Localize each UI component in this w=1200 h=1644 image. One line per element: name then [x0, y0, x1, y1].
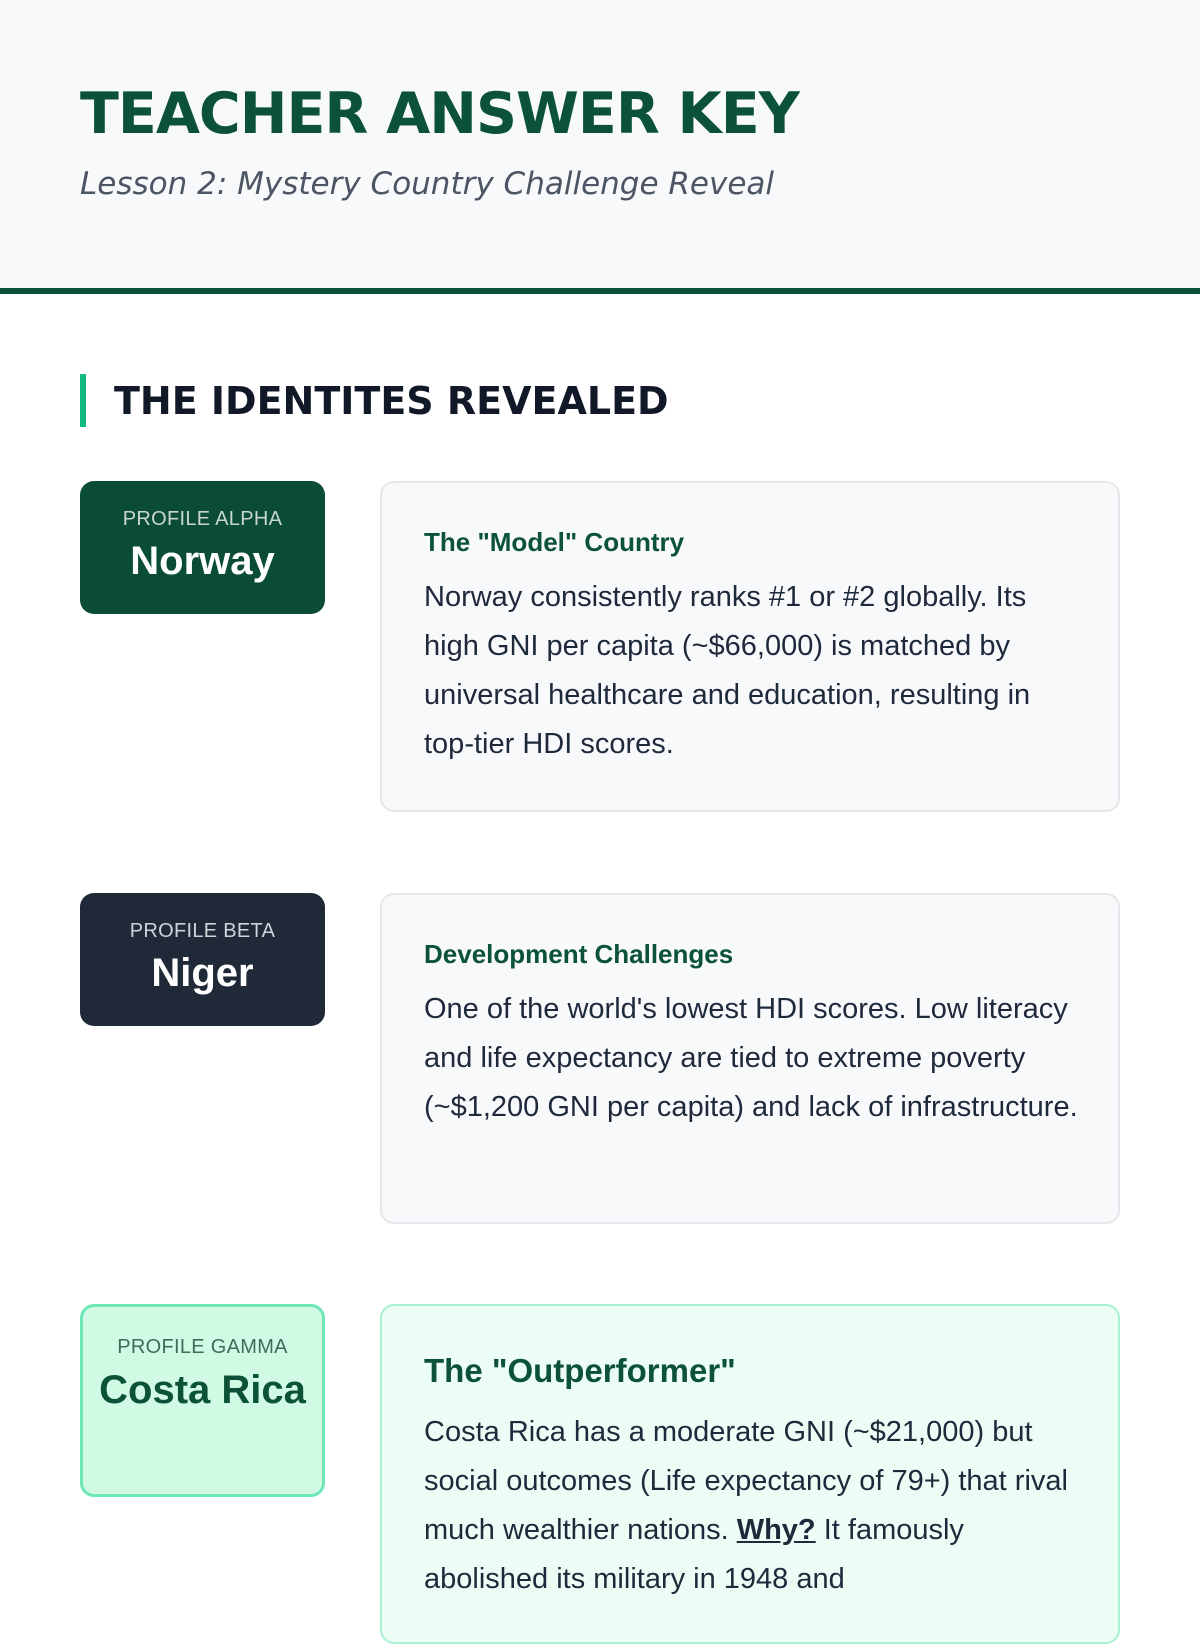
page-title: TEACHER ANSWER KEY: [80, 81, 799, 147]
card-text-part: Costa Rica has a moderate GNI (~$21,000) but social outcomes (Life expectancy of 79+) that rival much wealthier nations.: [424, 1416, 1068, 1546]
card-text-emphasis: Why?: [736, 1514, 816, 1546]
profile-label: PROFILE ALPHA: [122, 508, 283, 530]
card-title: Development Challenges: [424, 939, 734, 969]
country-name: Niger: [151, 951, 254, 995]
profile-badge: [80, 481, 325, 614]
profile-badge: [80, 893, 325, 1026]
page-header: [0, 0, 1200, 294]
profile-card: [380, 893, 1120, 1224]
profile-card: [380, 1304, 1120, 1644]
section-heading: [80, 374, 669, 427]
card-title: The "Outperformer": [424, 1352, 736, 1389]
profile-card: [380, 481, 1120, 812]
page-subtitle: Lesson 2: Mystery Country Challenge Reveal: [80, 166, 775, 202]
profile-label: PROFILE GAMMA: [117, 1336, 288, 1358]
card-title: The "Model" Country: [424, 527, 685, 557]
country-name: Costa Rica: [99, 1368, 306, 1412]
country-name: Norway: [130, 539, 275, 583]
profile-label: PROFILE BETA: [129, 920, 276, 942]
card-text: Norway consistently ranks #1 or #2 globally. Its high GNI per capita (~$66,000) is matched by universal healthcare and education, resulting in top-tier HDI scores.: [424, 581, 1031, 760]
profile-badge: [80, 1304, 325, 1497]
card-text: [424, 1408, 1078, 1604]
card-text-part: It famously abolished its military in 1948 and: [424, 1514, 964, 1595]
card-text: One of the world's lowest HDI scores. Low literacy and life expectancy are tied to extreme poverty (~$1,200 GNI per capita) and lack of infrastructure.: [424, 993, 1078, 1123]
section-heading-text: THE IDENTITES REVEALED: [114, 378, 669, 423]
